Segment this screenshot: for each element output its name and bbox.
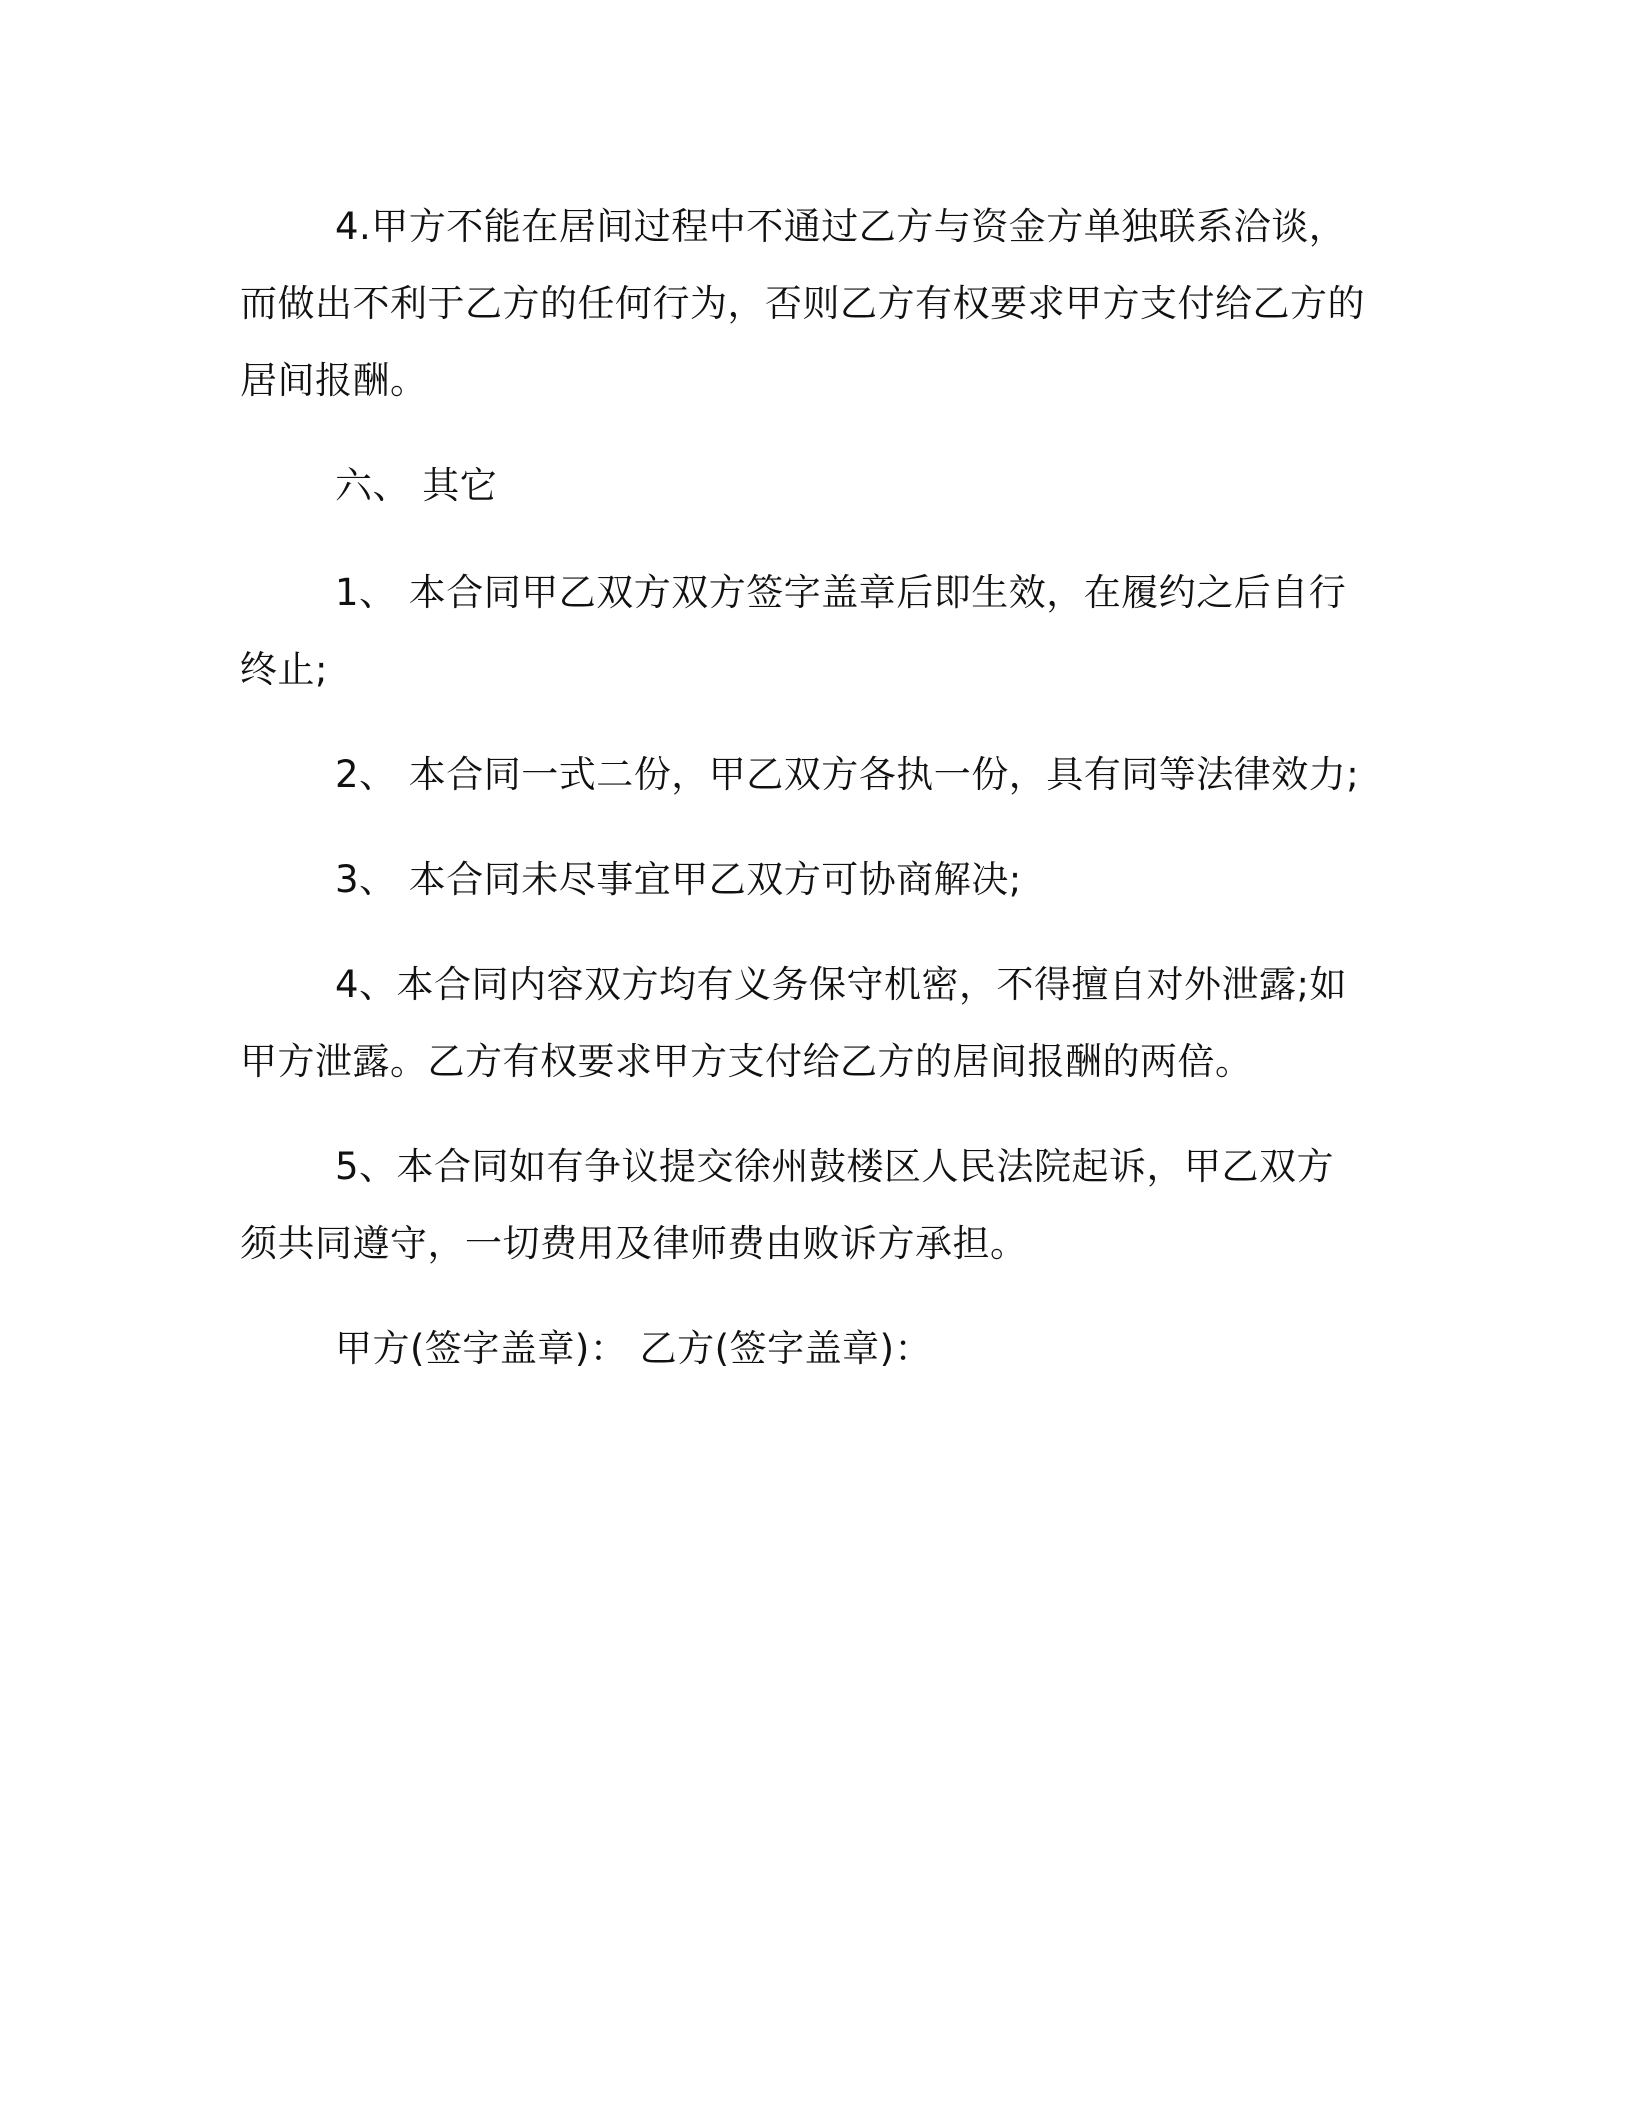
- other-clause-5: 5、本合同如有争议提交徐州鼓楼区人民法院起诉，甲乙双方须共同遵守，一切费用及律师费由败诉方承担。: [240, 1145, 1335, 1265]
- clause-4-paragraph: 4.甲方不能在居间过程中不通过乙方与资金方单独联系洽谈，而做出不利于乙方的任何行为，否则乙方有权要求甲方支付给乙方的居间报酬。: [240, 205, 1365, 402]
- signature-line: 甲方(签字盖章)： 乙方(签字盖章)：: [335, 1327, 933, 1370]
- other-clause-2: 2、 本合同一式二份，甲乙双方各执一份，具有同等法律效力;: [335, 753, 1360, 796]
- section-six-heading: 六、 其它: [335, 464, 498, 507]
- other-clause-3: 3、 本合同未尽事宜甲乙双方可协商解决;: [335, 858, 1022, 901]
- document-body: [240, 188, 1370, 1415]
- other-clause-1: 1、 本合同甲乙双方双方签字盖章后即生效，在履约之后自行终止;: [240, 571, 1347, 691]
- other-clause-4: 4、本合同内容双方均有义务保守机密，不得擅自对外泄露;如甲方泄露。乙方有权要求甲方支付给乙方的居间报酬的两倍。: [240, 963, 1348, 1083]
